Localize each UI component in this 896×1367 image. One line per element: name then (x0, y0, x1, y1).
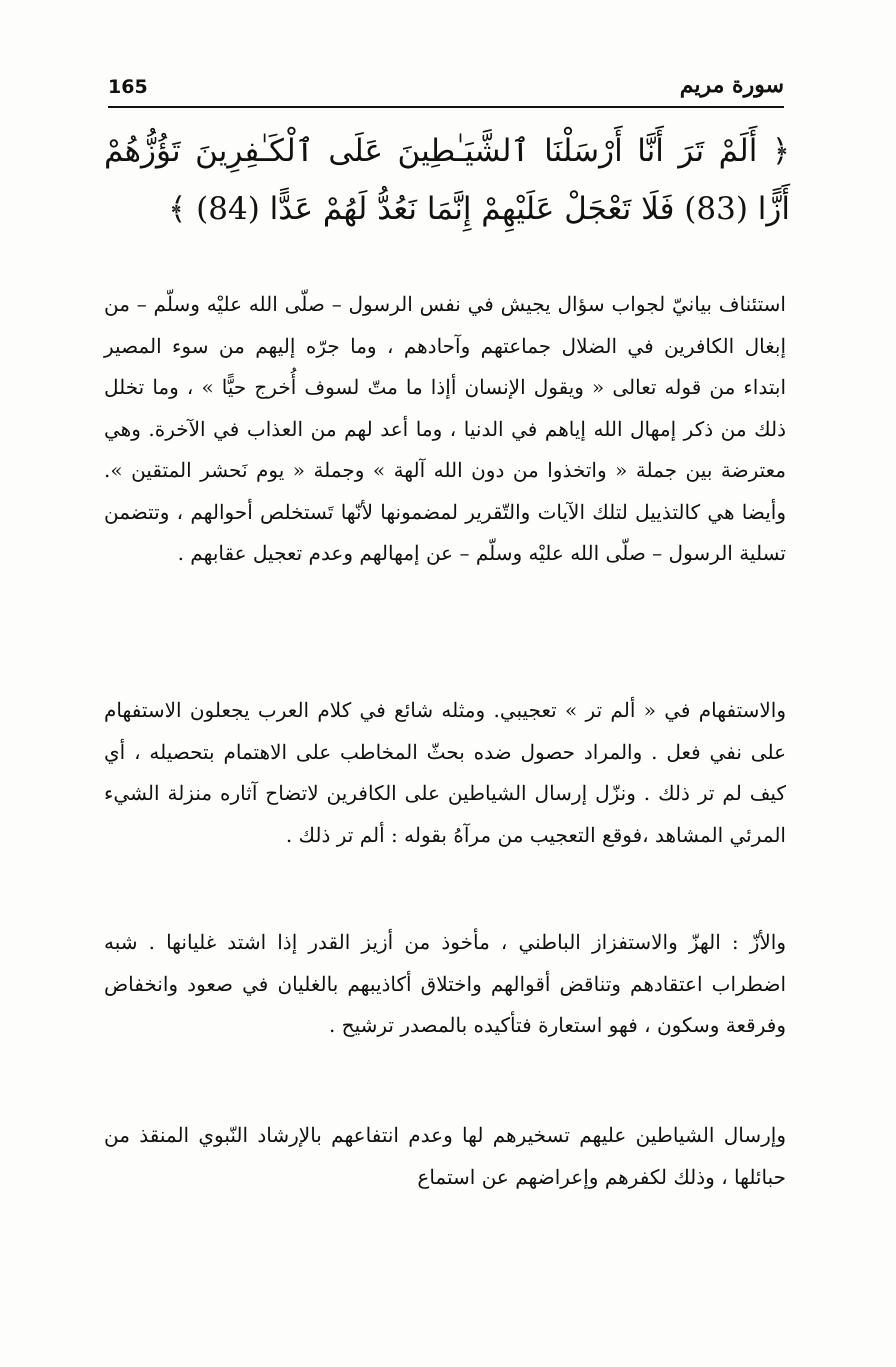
paragraph-4: وإرسال الشياطين عليهم تسخيرهم لها وعدم انتفاعهم بالإرشاد النّبوي المنقذ من حبائلها ، وذلك لكفرهم وإعراضهم عن استماع (104, 1123, 786, 1189)
page-number: 165 (108, 76, 148, 98)
paragraph-2: والاستفهام في « ألم تر » تعجيبي. ومثله شائع في كلام العرب يجعلون الاستفهام على نفي فعل . والمراد حصول ضده بحثّ المخاطب على الاهتمام بتحصيله ، أي كيف لم تر ذلك . ونزّل إرسال الشياطين على الكافرين لاتضاح آثاره منزلة الشيء المرئي المشاهد ،فوقع التعجيب من مرآهُ بقوله : ألم تر ذلك . (104, 698, 786, 847)
quran-verse: ﴿ أَلَمْ تَرَ أَنَّا أَرْسَلْنَا ٱلشَّيَـٰطِينَ عَلَى ٱلْكَـٰفِرِينَ تَؤُزُّهُمْ أَزًّا (83) فَلَا تَعْجَلْ عَلَيْهِمْ إِنَّمَا نَعُدُّ لَهُمْ عَدًّا (84) ﴾ (104, 133, 790, 227)
paragraph-3: والأزّ : الهزّ والاستفزاز الباطني ، مأخوذ من أزيز القدر إذا اشتد غليانها . شبه اضطراب اعتقادهم وتناقض أقوالهم واختلاق أكاذيبهم بالغليان في صعود وانخفاض وفرقعة وسكون ، فهو استعارة فتأكيده بالمصدر ترشيح . (104, 930, 786, 1037)
surah-title: سورة مريم (679, 72, 784, 98)
page-header (108, 72, 784, 108)
paragraph-1: استئناف بيانيّ لجواب سؤال يجيش في نفس الرسول – صلّى الله عليْه وسلّم – من إبغال الكافرين في الضلال جماعتهم وآحادهم ، وما جرّه إليهم من سوء المصير ابتداء من قوله تعالى « ويقول الإنسان أإذا ما متّ لسوف أُخرج حيًّا » ، وما تخلل ذلك من ذكر إمهال الله إياهم في الدنيا ، وما أعد لهم من العذاب في الآخرة. وهي معترضة بين جملة « واتخذوا من دون الله آلهة » وجملة « يوم نَحشر المتقين ». وأيضا هي كالتذييل لتلك الآيات والتّقرير لمضمونها لأنّها تَستخلص أحوالهم ، وتتضمن تسلية الرسول – صلّى الله عليْه وسلّم – عن إمهالهم وعدم تعجيل عقابهم . (104, 292, 786, 565)
